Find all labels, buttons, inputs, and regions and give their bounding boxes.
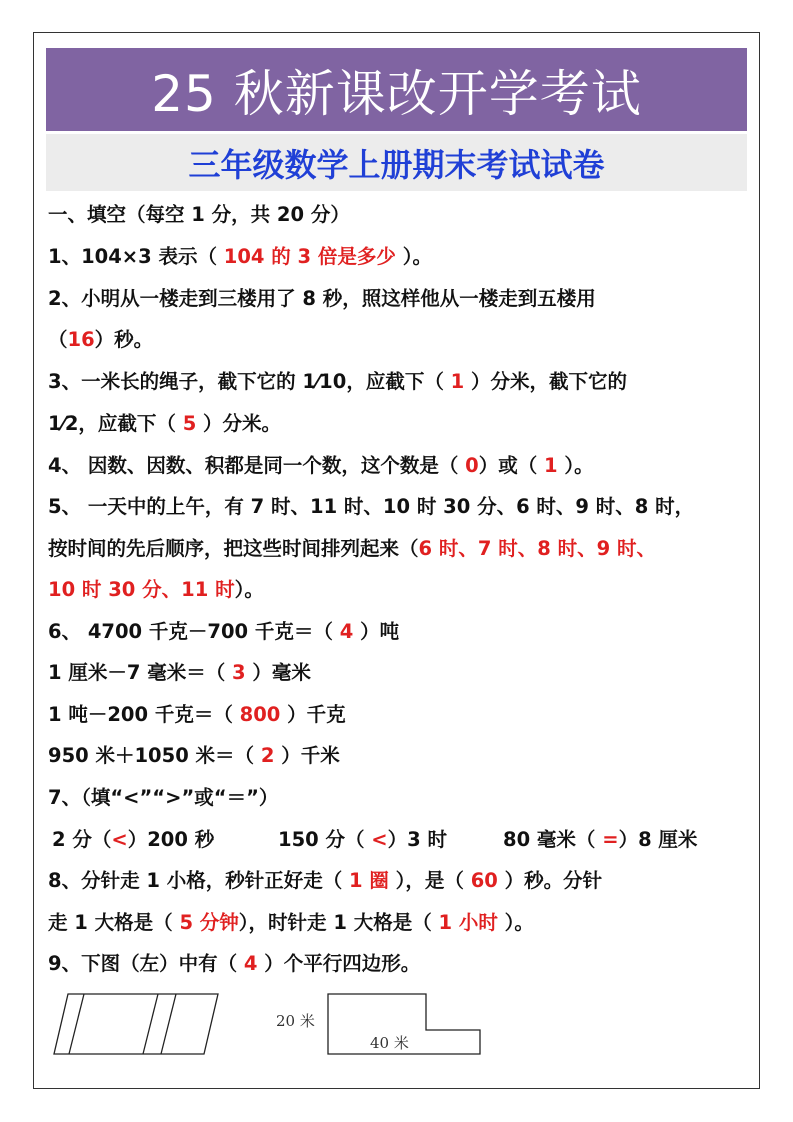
question-9-figures [48, 990, 508, 1060]
answer: 1 [450, 370, 465, 393]
question-5-line-3: 10 时 30 分、11 时）。 [48, 578, 264, 601]
question-8-line-2: 走 1 大格是（ 5 分钟），时针走 1 大格是（ 1 小时 ）。 [48, 911, 534, 934]
question-2-line-2: （16）秒。 [48, 328, 154, 351]
answer: 0 [465, 454, 479, 477]
answer: 4 [339, 620, 354, 643]
answer: 5 [182, 412, 197, 435]
question-2-line-1: 2、小明从一楼走到三楼用了 8 秒，照这样他从一楼走到五楼用 [48, 287, 596, 310]
question-3-line-2: 1⁄2，应截下（ 5 ）分米。 [48, 412, 282, 435]
page-title: 25 秋新课改开学考试 [151, 64, 642, 123]
answer: = [602, 828, 619, 851]
question-1: 1、104×3 表示（ 104 的 3 倍是多少 ）。 [48, 245, 432, 268]
answer: < [371, 828, 388, 851]
question-6-row: 1 吨－200 千克＝（ 800 ）千克 [48, 703, 346, 726]
question-5-line-2: 按时间的先后顺序，把这些时间排列起来（6 时、7 时、8 时、9 时、 [48, 537, 656, 560]
question-7-item: 150 分（ <）3 时 [278, 828, 447, 851]
question-6-row: 1 厘米－7 毫米＝（ 3 ）毫米 [48, 661, 311, 684]
answer: 5 分钟 [179, 911, 239, 934]
answer: 16 [67, 328, 95, 351]
answer: 3 [232, 661, 246, 684]
page-subtitle: 三年级数学上册期末考试试卷 [188, 145, 605, 184]
answer: 2 [260, 744, 275, 767]
answer: 4 [243, 952, 258, 975]
parallelogram-figure [54, 994, 218, 1054]
answer: 104 的 3 倍是多少 [223, 245, 396, 268]
question-9: 9、下图（左）中有（ 4 ）个平行四边形。 [48, 952, 421, 975]
question-6-row: 6、 4700 千克－700 千克＝（ 4 ）吨 [48, 620, 400, 643]
width-label: 40 米 [370, 1034, 409, 1052]
answer: 6 时、7 时、8 时、9 时、 [418, 537, 656, 560]
answer: 10 时 30 分、11 时 [48, 578, 235, 601]
answer: 1 圈 [349, 869, 389, 892]
height-label: 20 米 [276, 1012, 315, 1030]
answer: 800 [239, 703, 281, 726]
section-heading: 一、填空（每空 1 分，共 20 分） [48, 203, 350, 226]
question-4: 4、 因数、因数、积都是同一个数，这个数是（ 0）或（ 1 ）。 [48, 454, 594, 477]
answer: 60 [470, 869, 498, 892]
l-shape-figure [276, 994, 480, 1054]
question-5-line-1: 5、 一天中的上午，有 7 时、11 时、10 时 30 分、6 时、9 时、8 时， [48, 495, 695, 518]
question-7-item: 80 毫米（ =）8 厘米 [503, 828, 698, 851]
question-7-item: 2 分（<）200 秒 [52, 828, 215, 851]
answer: 1 小时 [438, 911, 498, 934]
subtitle-banner [46, 134, 747, 191]
question-7-heading: 7、（填“<”“>”或“＝”） [48, 786, 279, 809]
answer: < [111, 828, 128, 851]
question-8-line-1: 8、分针走 1 小格，秒针正好走（ 1 圈 ），是（ 60 ）秒。分针 [48, 869, 603, 892]
title-banner [46, 48, 747, 131]
answer: 1 [544, 454, 558, 477]
question-6-row: 950 米＋1050 米＝（ 2 ）千米 [48, 744, 340, 767]
question-3-line-1: 3、一米长的绳子，截下它的 1⁄10，应截下（ 1 ）分米，截下它的 [48, 370, 627, 393]
